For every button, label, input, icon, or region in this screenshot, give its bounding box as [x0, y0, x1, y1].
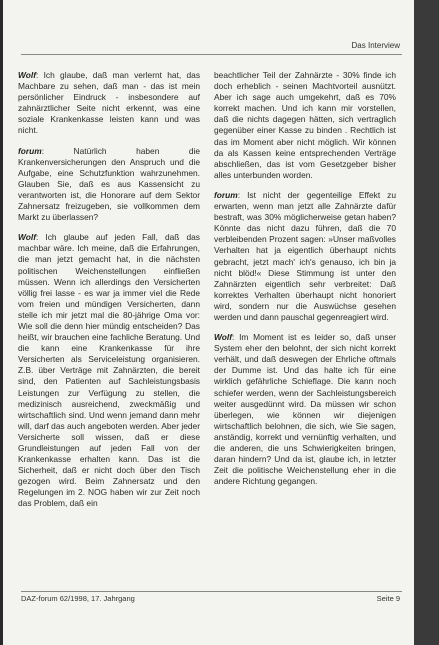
speaker-label: forum: [214, 189, 238, 200]
speaker-label: Wolf: [18, 70, 36, 80]
paragraph: Wolf: Im Moment ist es leider so, daß unser System eher den belohnt, der sich nicht korrekt verhält, und daß deswegen der Ehrliche oftmals der Dumme ist. Und das halte ich für eine wirklich gefährliche Schieflage. Die kann noch schiefer werden, wenn der Sachleistungsbereich weiter ausgedünnt wird. Da müssen wir schon überlegen, wie können wir diejenigen wirtschaftlich belohnen, die sich, wie Sie sagen, anständig, korrekt und vernünftig verhalten, und die anderen, die uns Schwierigkeiten bringen, daran hindern? Und da ist, glaube ich, in letzter Zeit die politische Weichenstellung eher in die andere Richtung gegangen.: [214, 332, 396, 487]
speaker-label: Wolf: [214, 332, 232, 343]
section-label: Das Interview: [351, 41, 400, 50]
paragraph: Wolf: Ich glaube auf jeden Fall, daß das machbar wäre. Ich meine, daß die Erfahrungen, die man jetzt gemacht hat, in die nächsten politischen Weichenstellungen einfließen müssen. Wenn ich allerdings den Versicherten völlig frei lasse - es war ja immer viel die Rede vom freien und mündigen Versicherten, dann stelle ich mir jetzt mal die 80-jährige Oma vor: Wie soll die denn hier mündig entscheiden? Das heißt, wir brauchen eine fachliche Beratung. Und die kann eine Krankenkasse für ihre Versicherten als Serviceleistung organisieren. Z.B. über Verträge mit Zahnärzten, die bereit sind, den Patienten auf Sachleistungsbasis Leistungen zur Verfügung zu stellen, die medizinisch ausreichend, zweckmäßig und wirtschaftlich sind. Und wenn jemand dann mehr will, darf das auch angeboten werden. Aber jeder Versicherte soll wissen, daß er diese Grundleistungen auf jeden Fall von der Krankenkasse erhalten kann. Das ist die Sicherheit, daß er nicht doch über den Tisch gezogen wird. Beim Zahnersatz und den Regelungen im 2. NOG haben wir zur Zeit noch das Problem, daß ein: [18, 232, 200, 509]
paragraph-text: beachtlicher Teil der Zahnärzte - 30% finde ich doch erheblich - seinen Machtvorteil ausnützt. Aber ich sage auch umgekehrt, daß es 70% korrekt machen. Und ich kann mir vorstellen, daß die nichts dagegen hätten, sich vertraglich gegenüber einer Kasse zu binden . Rechtlich ist das im Moment aber nicht möglich. Wir können da als Kassen keine entsprechenden Verträge abschließen, das ist vom Gesetzgeber bisher alles unterbunden worden.: [214, 70, 396, 180]
document-page: [3, 0, 414, 645]
publication-info: DAZ-forum 62/1998, 17. Jahrgang: [21, 594, 135, 603]
paragraph-text: Natürlich haben die Krankenversicherungen den Anspruch und die Aufgabe, eine Schutzfunktion wahrzunehmen. Glauben Sie, daß es aus Kassensicht zu verantworten ist, die Honorare auf dem Sektor Zahnersatz freizugeben, sie vollkommen dem Markt zu überlassen?: [18, 145, 201, 223]
paragraph-text: Ich glaube, daß man verlernt hat, das Machbare zu sehen, daß man - das ist mein persönlicher Eindruck - insbesondere auf zahnärztlicher Seite nicht erkennt, was eine soziale Krankenkasse leisten kann und was nicht.: [18, 70, 201, 136]
speaker-label: Wolf: [18, 232, 36, 243]
paragraph: forum: Natürlich haben die Krankenversicherungen den Anspruch und die Aufgabe, eine Schutzfunktion wahrzunehmen. Glauben Sie, daß es aus Kassensicht zu verantworten ist, die Honorare auf dem Sektor Zahnersatz freizugeben, sie vollkommen dem Markt zu überlassen?: [18, 145, 201, 223]
footer-rule: [21, 591, 402, 592]
paragraph: [214, 70, 396, 181]
paragraph-text: Ich glaube auf jeden Fall, daß das machbar wäre. Ich meine, daß die Erfahrungen, die man jetzt gemacht hat, in die nächsten politischen Weichenstellungen einfließen müssen. Wenn ich allerdings den Versicherten völlig frei lasse - es war ja immer viel die Rede vom freien und mündigen Versicherten, dann stelle ich mir jetzt mal die 80-jährige Oma vor: Wie soll die denn hier mündig entscheiden? Das heißt, wir brauchen eine fachliche Beratung. Und die kann eine Krankenkasse für ihre Versicherten als Serviceleistung organisieren. Z.B. über Verträge mit Zahnärzten, die bereit sind, den Patienten auf Sachleistungsbasis Leistungen zur Verfügung zu stellen, die medizinisch ausreichend, zweckmäßig und wirtschaftlich sind. Und wenn jemand dann mehr will, darf das auch angeboten werden. Aber jeder Versicherte soll wissen, daß er diese Grundleistungen auf jeden Fall von der Krankenkasse erhalten kann. Das ist die Sicherheit, daß er nicht doch über den Tisch gezogen wird. Beim Zahnersatz und den Regelungen im 2. NOG haben wir zur Zeit noch das Problem, daß ein: [18, 232, 200, 509]
scan-border: [414, 0, 439, 645]
header-rule: [21, 54, 402, 55]
paragraph: forum: Ist nicht der gegenteilige Effekt zu erwarten, wenn man jetzt alle Zahnärzte dafür bestraft, was 30% möglicherweise getan haben? Könnte das nicht dazu führen, daß die 70 verbleibenden Prozent sagen: »Unser maßvolles Verhalten hat ja eigentlich überhaupt nichts gebracht, jetzt mach' ich's genauso, ich bin ja nicht blöd!« Diese Stimmung ist unter den Zahnärzten eigentlich sehr verbreitet: Daß korrektes Verhalten überhaupt nicht honoriert wird, sondern nur die Auswüchse gesehen werden und dann pauschal gegenreagiert wird.: [214, 189, 396, 322]
paragraph: Wolf: Ich glaube, daß man verlernt hat, das Machbare zu sehen, daß man - das ist mein persönlicher Eindruck - insbesondere auf zahnärztlicher Seite nicht erkennt, was eine soziale Krankenkasse leisten kann und was nicht.: [18, 70, 201, 136]
paragraph-text: Ist nicht der gegenteilige Effekt zu erwarten, wenn man jetzt alle Zahnärzte dafür bestraft, was 30% möglicherweise getan haben? Könnte das nicht dazu führen, daß die 70 verbleibenden Prozent sagen: »Unser maßvolles Verhalten hat ja eigentlich überhaupt nichts gebracht, jetzt mach' ich's genauso, ich bin ja nicht blöd!« Diese Stimmung ist unter den Zahnärzten eigentlich sehr verbreitet: Daß korrektes Verhalten überhaupt nicht honoriert wird, sondern nur die Auswüchse gesehen werden und dann pauschal gegenreagiert wird.: [214, 189, 396, 322]
right-column: [214, 70, 396, 496]
speaker-label: forum: [18, 145, 42, 156]
page-number: Seite 9: [376, 594, 400, 603]
left-column: [18, 70, 200, 519]
paragraph-text: Im Moment ist es leider so, daß unser System eher den belohnt, der sich nicht korrekt verhält, und daß deswegen der Ehrliche oftmals der Dumme ist. Und das halte ich für eine wirklich gefährliche Schieflage. Die kann noch schiefer werden, wenn der Sachleistungsbereich weiter ausgedünnt wird. Da müssen wir schon überlegen, wie können wir diejenigen wirtschaftlich belohnen, die sich, wie Sie sagen, anständig, korrekt und vernünftig verhalten, und die anderen, die uns Schwierigkeiten bringen, daran hindern? Und da ist, glaube ich, in letzter Zeit die politische Weichenstellung eher in die andere Richtung gegangen.: [214, 332, 396, 487]
